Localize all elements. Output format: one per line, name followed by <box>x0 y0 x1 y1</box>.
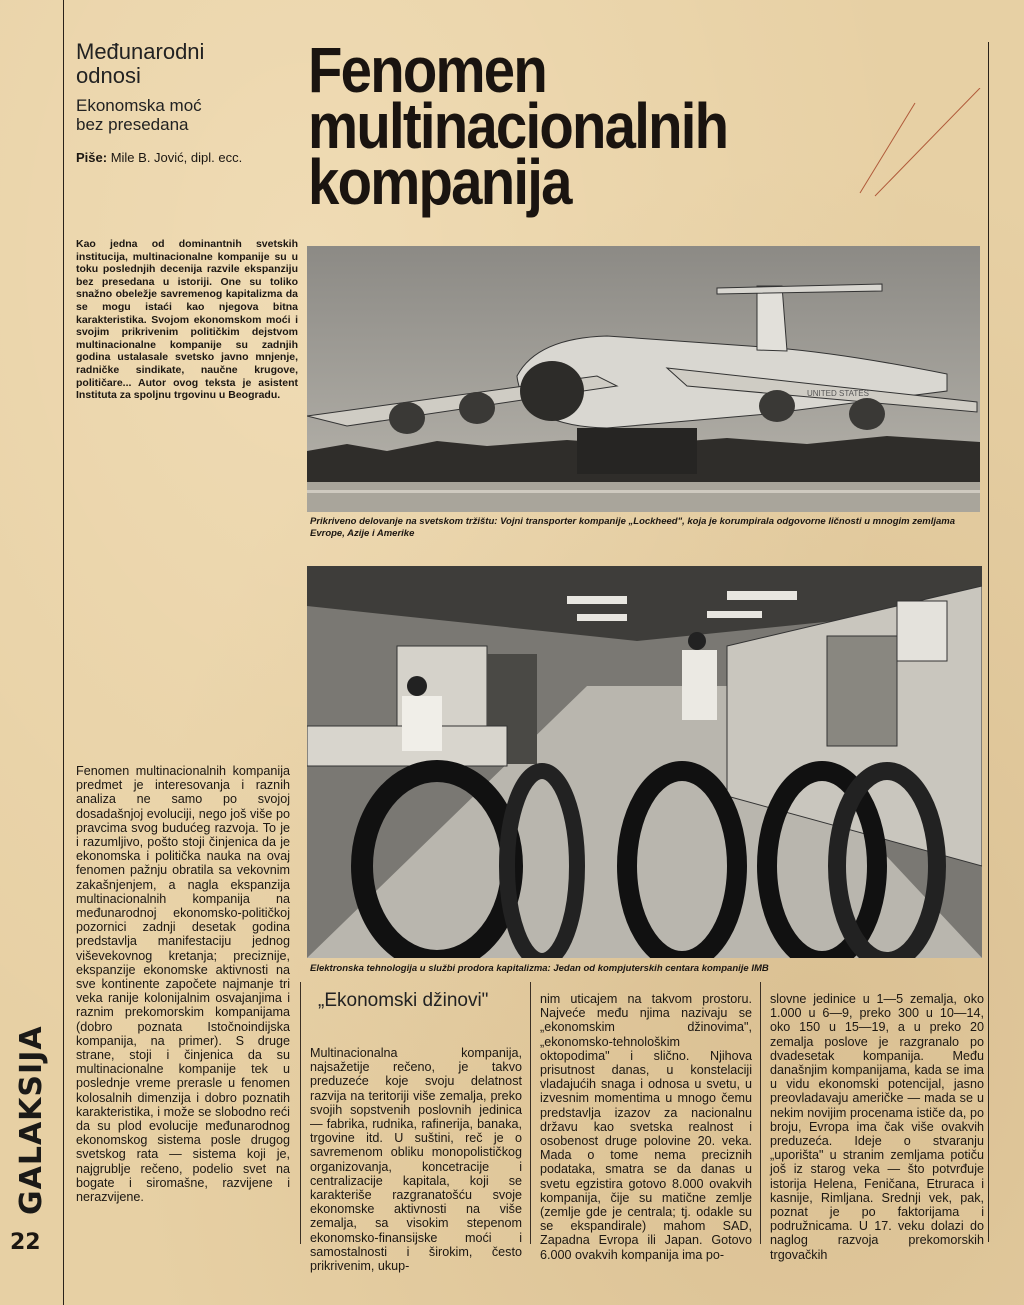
right-margin-rule <box>988 42 989 1242</box>
left-margin-rule <box>63 0 64 1305</box>
article-headline <box>308 34 748 218</box>
computer-center-photo-image <box>307 566 982 958</box>
body-column-2: Multinacionalna kompanija, najsažetije rečeno, je takvo preduzeće koje svoju delatnost razvija na teritoriji više zemalja, preko svojih sopstvenih poslovnih jedinica — fabrika, rudnika, rafinerija, banaka, trgovine itd. U suštini, reč je o savremenom obliku monopolističkog organizovanja, koncetracije i centralizacije kapitala, koji se karakteriše razgranatošću svoje ekonomske aktivnosti na više zemalja, sa visokim stepenom ekonomsko-finansijske moći i samostalnosti i širokim, često prikrivenim, ukup- <box>310 1046 522 1274</box>
section-subtitle-line2: bez presedana <box>76 115 189 134</box>
column-rule-2 <box>530 982 531 1244</box>
aircraft-photo <box>307 246 980 512</box>
headline-line1: Fenomen <box>308 34 547 106</box>
body-column-3: nim uticajem na takvom prostoru. Najveće među njima nazivaju se „ekonomskim džinovima", „ekonomsko-tehnološkim oktopodima" i slično. Njihova prisutnost danas, u konstelaciji vladajućih snaga i odnosa u svetu, u izvesnim momentima u mnogo čemu predstavlja izazov za nacionalnu državu kao svetska realnost i osobenost druge polovine 20. veka. Mada o tome nema preciznih podataka, smatra se da danas u svetu egzistira gotovo 8.000 ovakvih kompanija, čije su matične zemlje (zemlje gde je centrala; tj. odakle su se ekspandirale) mahom SAD, Zapadna Evropa ili Japan. Gotovo 6.000 ovakvih kompanija ima po- <box>540 992 752 1262</box>
section-title-line2: odnosi <box>76 63 141 88</box>
headline-line2: multinacionalnih <box>308 90 728 162</box>
column-rule-1 <box>300 982 301 1244</box>
page-number: 22 <box>10 1230 41 1255</box>
section-subtitle-line1: Ekonomska moć <box>76 96 202 115</box>
photo1-caption: Prikriveno delovanje na svetskom tržištu: Vojni transporter kompanije „Lockheed", koja je korumpirala odgovorne ličnosti u mnogim zemljama Evrope, Azije i Amerike <box>310 516 956 539</box>
photo2-caption: Elektronska tehnologija u službi prodora kapitalizma: Jedan od kompjuterskih centara kompanije IMB <box>310 963 769 974</box>
headline-line3: kompanija <box>308 146 571 218</box>
byline-label: Piše: <box>76 150 108 165</box>
subhead-economic-giants: „Ekonomski džinovi" <box>318 990 489 1011</box>
byline <box>76 150 296 165</box>
body-column-4: slovne jedinice u 1—5 zemalja, oko 1.000 u 6—9, preko 300 u 10—14, oko 150 u 15—19, a u preko 20 zemalja poslove je razgranalo po dvadesetak kompanija. Među današnjim kompanijama, kada se ima u vidu ekonomski potencijal, jasno preovladavaju američke — mada se u nekim novijim procenama ističe da, po broju, Evropa ima čak više ovakvih preduzeća. Ideje o stvaranju „uporišta" u stranim zemljama potiču još iz starog veka — što potvrđuje istorija Helena, Feničana, Etruraca i kasnije, Rimljana. Srednji vek, pak, poznat je po faktorijama i podružnicama. U 17. veku dolazi do naglog razvoja prekomorskih trgovačkih <box>770 992 984 1262</box>
aircraft-marking-text: UNITED STATES <box>807 389 869 398</box>
section-header <box>76 40 296 165</box>
computer-center-photo <box>307 566 982 958</box>
pen-scribble-mark <box>845 88 985 198</box>
column-rule-3 <box>760 982 761 1244</box>
byline-author: Mile B. Jović, dipl. ecc. <box>110 150 243 165</box>
intro-paragraph: Kao jedna od dominantnih svetskih institucija, multinacionalne kompanije su u toku poslednjih decenija razvile ekspanziju bez presedana u istoriji. One su toliko snažno obeležje savremenog kapitalizma da se mogu istaći kao njegova bitna karakteristika. Svojom ekonomskom moći i svojim prikrivenim političkim dejstvom multinacionalne kompanije su zadnjih godina ustalasale svetsko javno mnjenje, radničke sindikate, naučne krugove, političare... Autor ovog teksta je asistent Instituta za spoljnu trgovinu u Beogradu. <box>76 238 298 402</box>
body-column-1: Fenomen multinacionalnih kompanija predmet je interesovanja i raznih analiza ne samo po svojoj dosadašnjoj evoluciji, nego još više po pravcima svog budućeg razvoja. To je i razumljivo, pošto stoji činjenica da je ekonomska i politička nauka na ovaj fenomen pažnju obratila sa vekovnim zakašnjenjem, a nagla ekspanzija multinacionalnih kompanija na međunarodnoj ekonomsko-političkoj pozornici zadnji desetak godina predstavlja manifestaciju jednog viševekovnog kretanja; preciznije, ekspanzije ekonomske aktivnosti na sve kontinente započete najmanje tri veka ranije kolonijalnim osvajanjima i raznim prekomorskim kompanijama (dobro poznata Istočnoindijska kompanija, na primer). S druge strane, stoji i činjenica da su multinacionalne kompanije tek u poslednje vreme prerasle u fenomen kolosalnih dimenzija i dobro poznatih karakteristika, i može se slobodno reći da su plod evolucije međunarodnog ekonomskog sistema posle drugog svetskog rata — sistema koji je, najgrublje rečeno, podelio svet na bogate i siromašne, razvijene i nerazvijene. <box>76 764 290 1205</box>
section-title-line1: Međunarodni <box>76 39 205 64</box>
magazine-name: GALAKSIJA <box>14 1025 49 1215</box>
aircraft-photo-image <box>307 246 980 512</box>
